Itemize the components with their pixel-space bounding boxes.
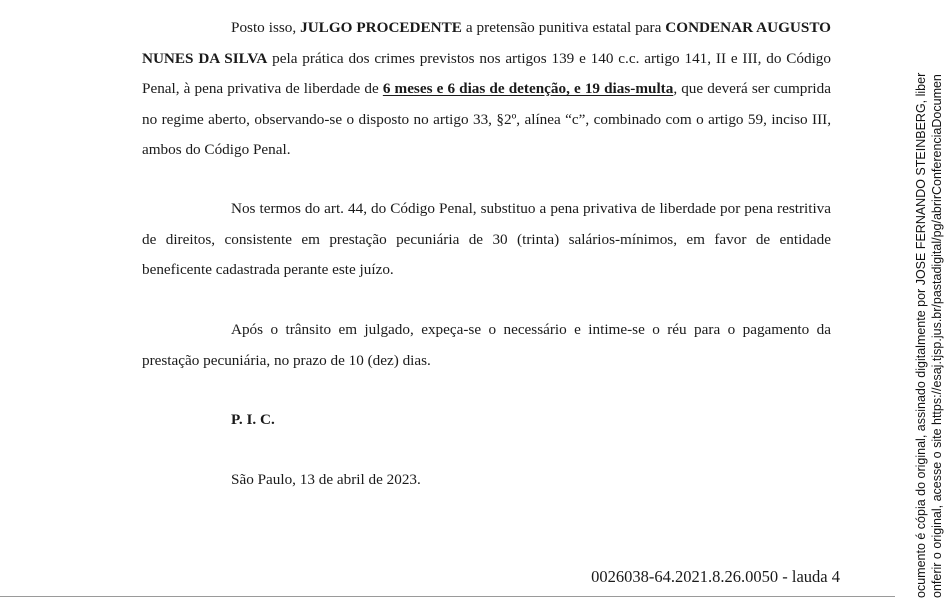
paragraph-sentence — [142, 13, 831, 166]
digital-signature-stamp-line-2 — [913, 0, 944, 598]
page-bottom-border — [0, 596, 895, 597]
penalty-term: 6 meses e 6 dias de detenção, e 19 dias-multa — [382, 80, 674, 97]
place-and-date: São Paulo, 13 de abril de 2023. — [231, 471, 421, 488]
stamp-text-2: onferir o original, acesse o site https://esaj.tjsp.jus.br/pastadigital/pg/abrirConferenciaDocumen — [930, 74, 944, 598]
sentence-text-2: pela prática dos crimes previstos nos artigos 139 e 140 c.c. artigo 141, II e III, do Código Penal, à pena privativa de liberdade de — [142, 49, 831, 97]
defendant-name: CONDENAR AUGUSTO NUNES DA SILVA — [142, 19, 831, 67]
digital-signature-stamp-line-1 — [897, 0, 928, 598]
page-footer-reference: 0026038-64.2021.8.26.0050 - lauda 4 — [591, 567, 840, 586]
sentence-text-1: a pretensão punitiva estatal para — [461, 19, 666, 36]
verdict-procedente: JULGO PROCEDENTE — [300, 19, 462, 36]
paragraph-substitution: Nos termos do art. 44, do Código Penal, substituo a pena privativa de liberdade por pena restritiva de direitos, consistente em prestação pecuniária de 30 (trinta) salários-mínimos, em favor de entidade beneficente cadastrada perante este juízo. — [142, 200, 831, 278]
paragraph-after-judgment: Após o trânsito em julgado, expeça-se o necessário e intime-se o réu para o pagamento da prestação pecuniária, no prazo de 10 (dez) dias. — [142, 321, 831, 369]
sentence-intro: Posto isso, — [231, 19, 301, 36]
pic-abbreviation: P. I. C. — [231, 411, 275, 428]
stamp-text-1: ocumento é cópia do original, assinado digitalmente por JOSE FERNANDO STEINBERG, liber — [914, 72, 928, 598]
sentence-text-3: , que deverá ser cumprida no regime aberto, observando-se o disposto no artigo 33, §2º, alínea “c”, combinado com o artigo 59, inciso III, ambos do Código Penal. — [142, 80, 831, 158]
